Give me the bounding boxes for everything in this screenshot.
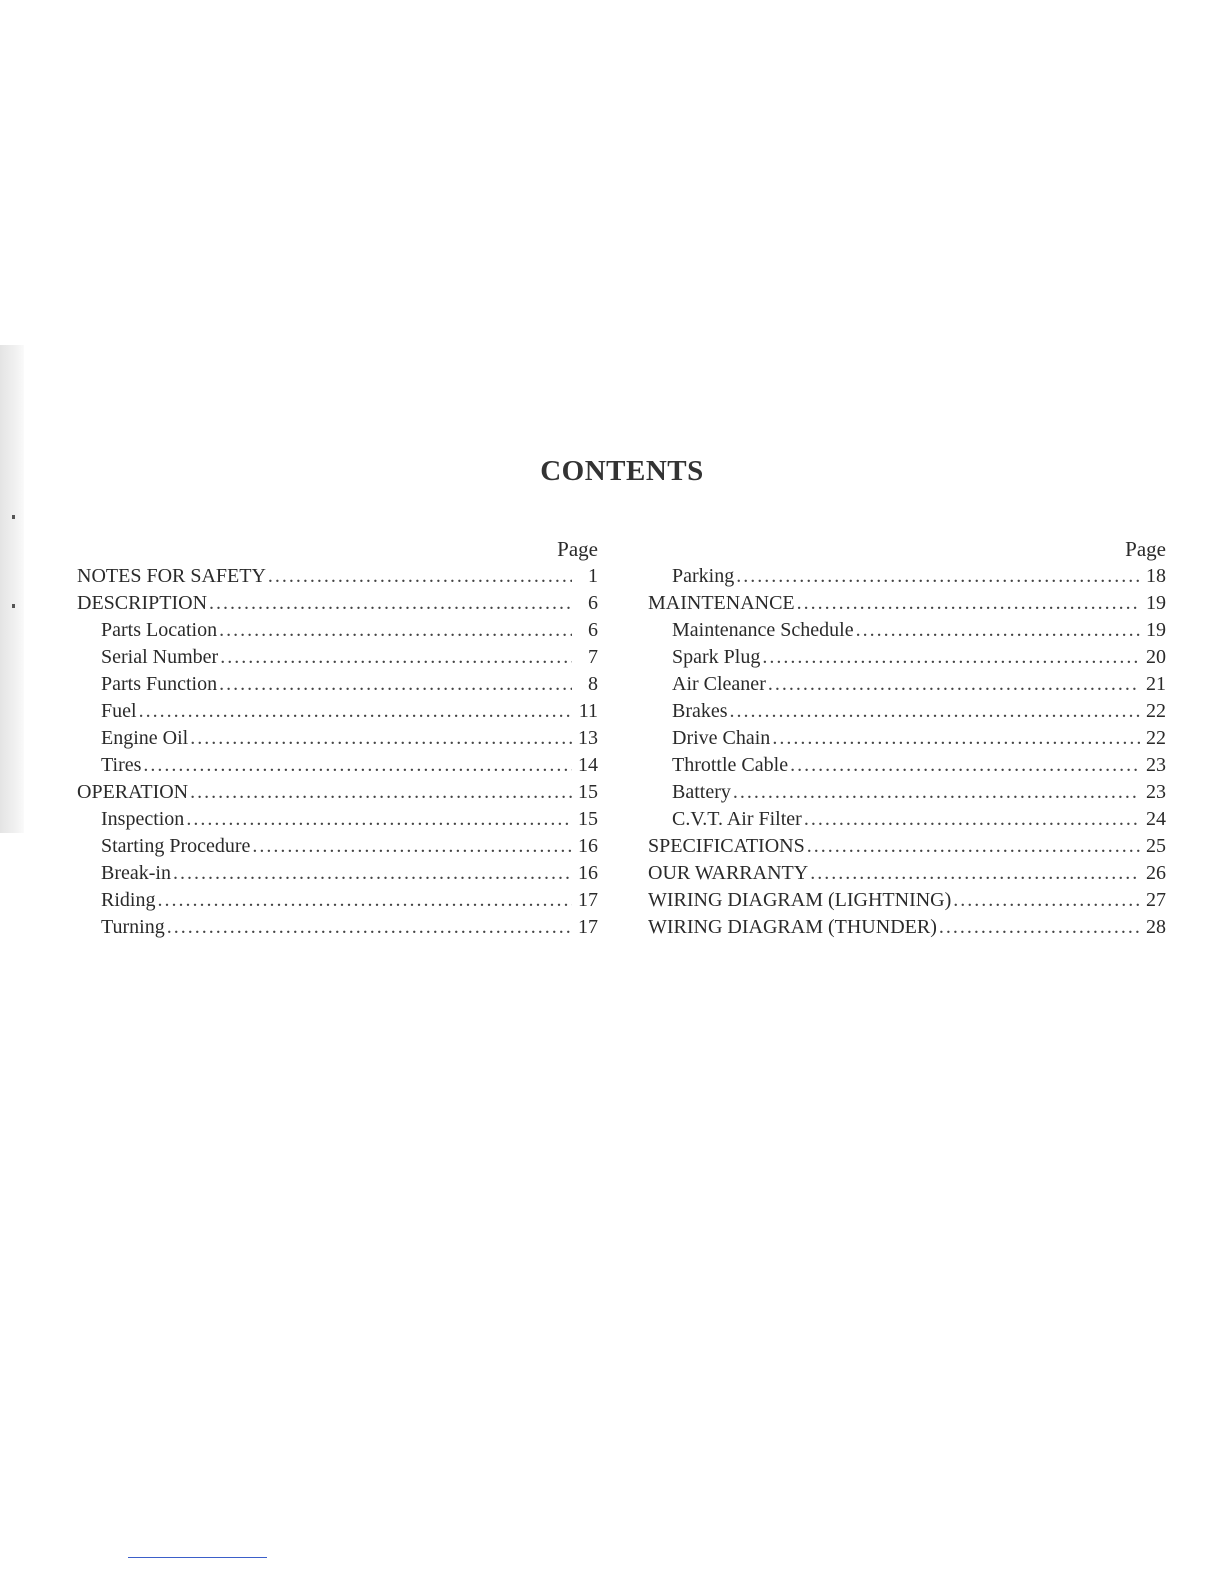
toc-entry-label: Fuel	[101, 700, 137, 722]
toc-entry[interactable]	[648, 887, 1166, 914]
page-title: CONTENTS	[540, 455, 704, 487]
toc-entry-page-number: 27	[1146, 889, 1166, 911]
toc-entry-label: Drive Chain	[672, 727, 771, 749]
toc-entry[interactable]	[648, 833, 1166, 860]
toc-entry-page-number: 14	[578, 754, 598, 776]
toc-entry-label: Parking	[672, 565, 735, 587]
toc-entry-label: Starting Procedure	[101, 835, 251, 857]
toc-entry-page-number: 20	[1146, 646, 1166, 668]
toc-entry-page-number: 6	[588, 619, 598, 641]
scan-speck	[12, 515, 15, 519]
dot-leader	[220, 644, 572, 671]
dot-leader	[219, 671, 572, 698]
toc-right-column	[648, 536, 1166, 941]
toc-entry-label: Riding	[101, 889, 156, 911]
dot-leader	[209, 590, 572, 617]
toc-entry-label: Parts Location	[101, 619, 218, 641]
toc-entry-page-number: 25	[1146, 835, 1166, 857]
dot-leader	[730, 698, 1140, 725]
toc-entry-label: C.V.T. Air Filter	[672, 808, 802, 830]
toc-entry-label: Air Cleaner	[672, 673, 766, 695]
footer-rule	[128, 1557, 267, 1558]
toc-entry-label: Inspection	[101, 808, 185, 830]
dot-leader	[157, 887, 572, 914]
toc-entry-page-number: 24	[1146, 808, 1166, 830]
toc-entry[interactable]	[648, 779, 1166, 806]
dot-leader	[190, 779, 572, 806]
toc-entry[interactable]	[77, 590, 598, 617]
toc-entry-page-number: 8	[588, 673, 598, 695]
scan-speck	[12, 604, 15, 608]
dot-leader	[219, 617, 572, 644]
toc-entry[interactable]	[648, 563, 1166, 590]
toc-entry[interactable]	[77, 617, 598, 644]
toc-entry[interactable]	[648, 617, 1166, 644]
toc-entry-page-number: 16	[578, 835, 598, 857]
toc-entry-page-number: 15	[578, 808, 598, 830]
toc-entry-page-number: 15	[578, 781, 598, 803]
toc-entry-page-number: 11	[578, 700, 598, 722]
dot-leader	[252, 833, 572, 860]
dot-leader	[190, 725, 572, 752]
dot-leader	[167, 914, 572, 941]
toc-entry-label: MAINTENANCE	[648, 592, 795, 614]
dot-leader	[953, 887, 1140, 914]
dot-leader	[856, 617, 1140, 644]
dot-leader	[797, 590, 1140, 617]
toc-entry-label: Maintenance Schedule	[672, 619, 854, 641]
toc-entry[interactable]	[648, 671, 1166, 698]
toc-entry[interactable]	[77, 779, 598, 806]
toc-entry[interactable]	[77, 887, 598, 914]
page-column-header: Page	[1125, 537, 1166, 561]
toc-entry-page-number: 17	[578, 916, 598, 938]
toc-entry-page-number: 22	[1146, 700, 1166, 722]
toc-entry-label: WIRING DIAGRAM (LIGHTNING)	[648, 889, 952, 911]
dot-leader	[268, 563, 572, 590]
dot-leader	[139, 698, 572, 725]
toc-entry[interactable]	[77, 644, 598, 671]
toc-entry[interactable]	[648, 590, 1166, 617]
toc-entry-label: WIRING DIAGRAM (THUNDER)	[648, 916, 937, 938]
toc-list	[648, 563, 1166, 941]
toc-entry-label: OPERATION	[77, 781, 189, 803]
scan-edge-shadow	[0, 345, 24, 833]
toc-entry-page-number: 6	[588, 592, 598, 614]
toc-list	[77, 563, 598, 941]
toc-entry-page-number: 19	[1146, 619, 1166, 641]
toc-entry[interactable]	[648, 644, 1166, 671]
toc-entry-label: Parts Function	[101, 673, 218, 695]
toc-entry[interactable]	[77, 725, 598, 752]
dot-leader	[804, 806, 1140, 833]
toc-entry-label: Break-in	[101, 862, 171, 884]
toc-left-column	[77, 536, 598, 941]
toc-entry[interactable]	[77, 671, 598, 698]
toc-entry-page-number: 16	[578, 862, 598, 884]
dot-leader	[173, 860, 572, 887]
toc-entry-page-number: 21	[1146, 673, 1166, 695]
toc-entry[interactable]	[77, 806, 598, 833]
dot-leader	[807, 833, 1140, 860]
toc-entry-label: Battery	[672, 781, 731, 803]
toc-entry-page-number: 23	[1146, 781, 1166, 803]
toc-entry[interactable]	[77, 833, 598, 860]
toc-entry-page-number: 19	[1146, 592, 1166, 614]
dot-leader	[772, 725, 1140, 752]
toc-entry-page-number: 7	[588, 646, 598, 668]
dot-leader	[762, 644, 1140, 671]
dot-leader	[736, 563, 1140, 590]
toc-entry-page-number: 1	[588, 565, 598, 587]
dot-leader	[733, 779, 1140, 806]
toc-entry[interactable]	[648, 725, 1166, 752]
toc-entry-page-number: 22	[1146, 727, 1166, 749]
page-column-header: Page	[557, 537, 598, 561]
dot-leader	[768, 671, 1140, 698]
toc-entry-label: DESCRIPTION	[77, 592, 208, 614]
toc-entry-label: Turning	[101, 916, 165, 938]
toc-entry-page-number: 28	[1146, 916, 1166, 938]
dot-leader	[790, 752, 1140, 779]
toc-entry[interactable]	[77, 860, 598, 887]
toc-entry[interactable]	[77, 752, 598, 779]
toc-entry[interactable]	[648, 698, 1166, 725]
toc-entry-label: Spark Plug	[672, 646, 761, 668]
toc-entry-page-number: 13	[578, 727, 598, 749]
toc-entry-label: SPECIFICATIONS	[648, 835, 805, 857]
toc-entry-label: Serial Number	[101, 646, 219, 668]
toc-entry-label: Brakes	[672, 700, 728, 722]
toc-entry-label: NOTES FOR SAFETY	[77, 565, 266, 587]
toc-entry[interactable]	[648, 914, 1166, 941]
toc-entry-label: Throttle Cable	[672, 754, 789, 776]
toc-entry-label: OUR WARRANTY	[648, 862, 809, 884]
dot-leader	[810, 860, 1140, 887]
toc-entry-label: Engine Oil	[101, 727, 189, 749]
dot-leader	[143, 752, 572, 779]
toc-entry-page-number: 17	[578, 889, 598, 911]
toc-entry[interactable]	[648, 752, 1166, 779]
toc-entry[interactable]	[77, 563, 598, 590]
toc-entry[interactable]	[648, 860, 1166, 887]
toc-entry[interactable]	[648, 806, 1166, 833]
toc-entry-page-number: 26	[1146, 862, 1166, 884]
dot-leader	[939, 914, 1140, 941]
toc-entry-page-number: 23	[1146, 754, 1166, 776]
toc-entry[interactable]	[77, 698, 598, 725]
toc-entry-page-number: 18	[1146, 565, 1166, 587]
toc-entry[interactable]	[77, 914, 598, 941]
dot-leader	[186, 806, 572, 833]
toc-entry-label: Tires	[101, 754, 142, 776]
